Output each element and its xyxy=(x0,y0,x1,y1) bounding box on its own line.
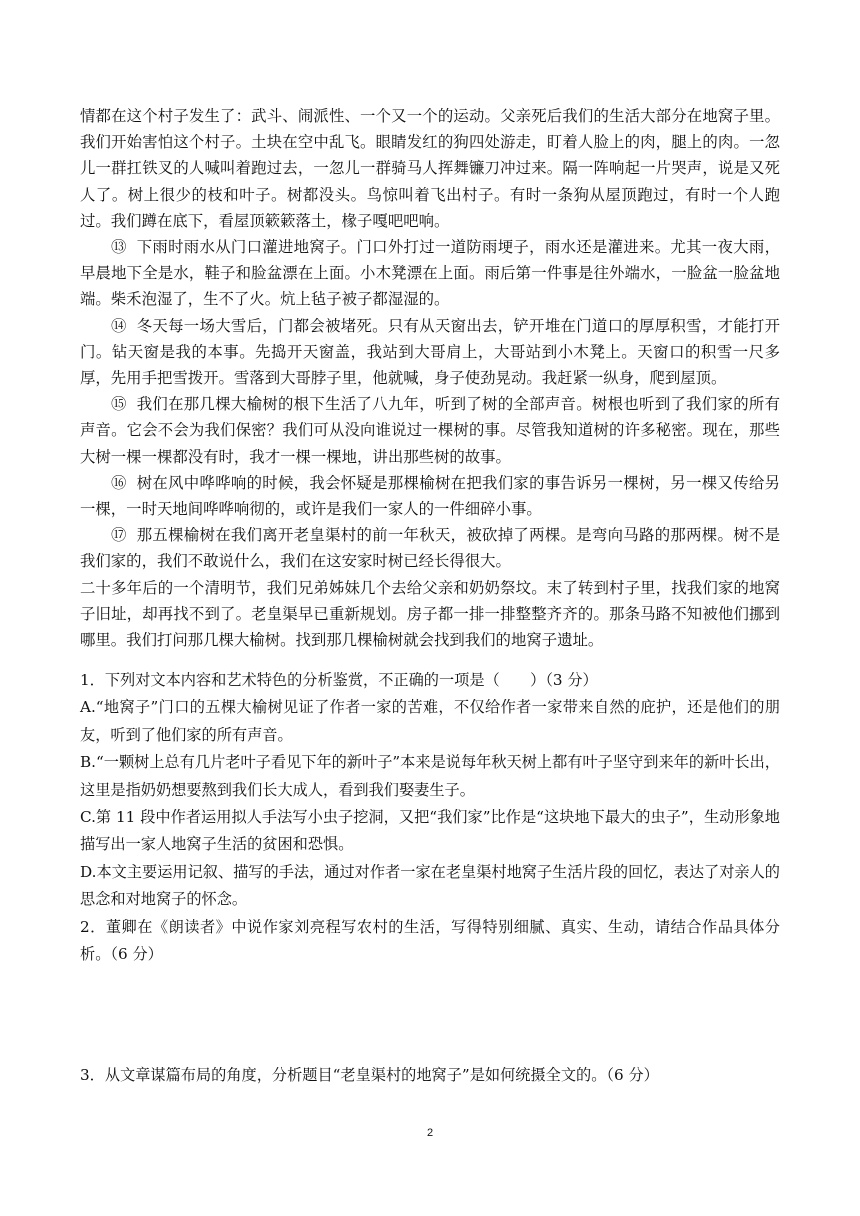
passage xyxy=(80,103,780,653)
question-1-stem: 1．下列对文本内容和艺术特色的分析鉴赏，不正确的一项是（ ）（3 分） xyxy=(80,671,598,689)
paragraph-number: ⑮ xyxy=(111,395,127,414)
paragraph-text: 下雨时雨水从门口灌进地窝子。门口外打过一道防雨埂子，雨水还是灌进来。尤其一夜大雨，早晨地下全是水，鞋子和脸盆漂在上面。小木凳漂在上面。雨后第一件事是往外端水，一脸盆一脸盆地端。柴禾泡湿了，生不了火。炕上毡子被子都湿湿的。 xyxy=(80,238,780,309)
paragraph-text: 树在风中哗哗响的时候，我会怀疑是那棵榆树在把我们家的事告诉另一棵树，另一棵又传给另一棵，一时天地间哗哗响彻的，或许是我们一家人的一件细碎小事。 xyxy=(80,473,780,519)
paragraph-18: 二十多年后的一个清明节，我们兄弟姊妹几个去给父亲和奶奶祭坟。末了转到村子里，找我们家的地窝子旧址，却再找不到了。老皇渠早已重新规划。房子都一排一排整整齐齐的。那条马路不知被他们挪到哪里。我们打问那几棵大榆树。找到那几棵榆树就会找到我们的地窝子遗址。 xyxy=(80,578,780,650)
question-1-option-a: A.“地窝子”门口的五棵大榆树见证了作者一家的苦难，不仅给作者一家带来自然的庇护，还是他们的朋友，听到了他们家的所有声音。 xyxy=(80,698,780,744)
paragraph-number: ⑬ xyxy=(111,238,127,257)
paragraph-text: 那五棵榆树在我们离开老皇渠村的前一年秋天，被砍掉了两棵。是弯向马路的那两棵。树不是我们家的，我们不敢说什么，我们在这安家时树已经长得很大。 xyxy=(80,526,780,571)
paragraph-15 xyxy=(80,391,780,470)
paragraph-17 xyxy=(80,522,780,574)
paragraph-text: 我们在那几棵大榆树的根下生活了八九年，听到了树的全部声音。树根也听到了我们家的所有声音。它会不会为我们保密？我们可从没向谁说过一棵树的事。尽管我知道树的许多秘密。现在，那些大树一棵一棵都没有时，我才一棵一棵地，讲出那些树的故事。 xyxy=(80,395,780,466)
paragraph-number: ⑯ xyxy=(111,473,127,492)
question-1-option-d: D.本文主要运用记叙、描写的手法，通过对作者一家在老皇渠村地窝子生活片段的回忆，表达了对亲人的思念和对地窝子的怀念。 xyxy=(80,862,780,909)
question-1-option-c: C.第 11 段中作者运用拟人手法写小虫子挖洞，又把“我们家”比作是“这块地下最大的虫子”，生动形象地描写出一家人地窝子生活的贫困和恐惧。 xyxy=(80,808,780,854)
paragraph-text: 冬天每一场大雪后，门都会被堵死。只有从天窗出去，铲开堆在门道口的厚厚积雪，才能打开门。钻天窗是我的本事。先捣开天窗盖，我站到大哥肩上，大哥站到小木凳上。天窗口的积雪一尺多厚，先用手把雪拨开。雪落到大哥脖子里，他就喊，身子使劲晃动。我赶紧一纵身，爬到屋顶。 xyxy=(80,316,780,388)
paragraph-14 xyxy=(80,313,780,392)
paragraph-number: ⑰ xyxy=(111,526,127,545)
question-3: 3．从文章谋篇布局的角度，分析题目“老皇渠村的地窝子”是如何统摄全文的。（6 分） xyxy=(80,1066,659,1084)
question-1-option-b: B.“一颗树上总有几片老叶子看见下年的新叶子”本来是说每年秋天树上都有叶子坚守到来年的新叶长出，这里是指奶奶想要熬到我们长大成人，看到我们娶妻生子。 xyxy=(80,753,780,799)
question-2: 2．董卿在《朗读者》中说作家刘亮程写农村的生活，写得特别细腻、真实、生动，请结合作品具体分析。（6 分） xyxy=(80,917,780,964)
page-number: 2 xyxy=(426,1127,434,1139)
questions xyxy=(80,667,780,968)
paragraph-12-tail: 情都在这个村子发生了：武斗、闹派性、一个又一个的运动。父亲死后我们的生活大部分在地窝子里。我们开始害怕这个村子。土块在空中乱飞。眼睛发红的狗四处游走，盯着人脸上的肉，腿上的肉。一忽儿一群扛铁叉的人喊叫着跑过去，一忽儿一群骑马人挥舞镰刀冲过来。隔一阵响起一片哭声，说是又死人了。树上很少的枝和叶子。树都没头。鸟惊叫着飞出村子。有时一条狗从屋顶跑过，有时一个人跑过。我们蹲在底下，看屋顶簌簌落土，椽子嘎吧吧响。 xyxy=(80,107,780,230)
paragraph-16 xyxy=(80,470,780,522)
paragraph-number: ⑭ xyxy=(111,316,127,335)
paragraph-13 xyxy=(80,234,780,313)
